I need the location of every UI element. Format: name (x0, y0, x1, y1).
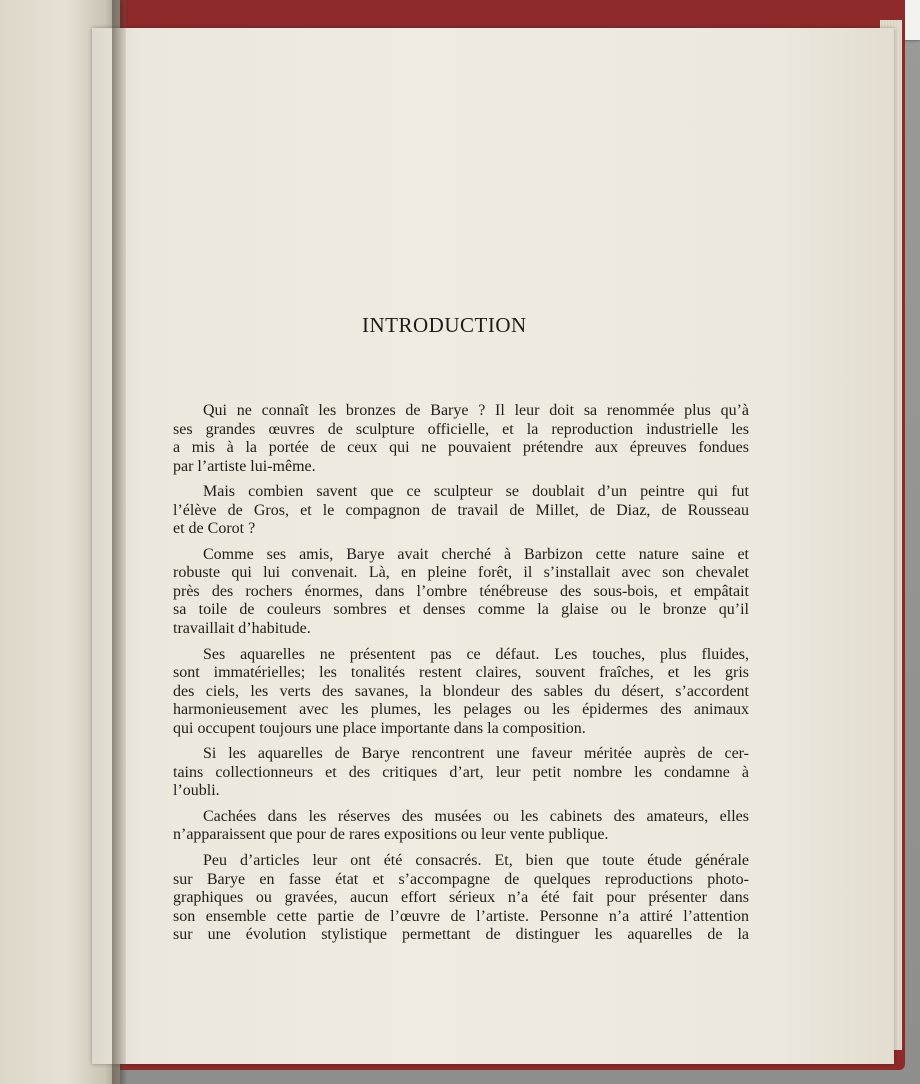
book-gutter (112, 0, 126, 1084)
text-line: n’apparaissent que pour de rares expositions ou leur vente publique. (173, 826, 609, 844)
text-line: son ensemble cette partie de l’œuvre de l’artiste. Personne n’a attiré l’attention (173, 907, 749, 925)
text-line: Ses aquarelles ne présentent pas ce défaut. Les touches, plus fluides, (203, 645, 749, 663)
page-heading: INTRODUCTION (362, 313, 527, 337)
text-line: harmonieusement avec les plumes, les pelages ou les épidermes des animaux (173, 701, 749, 719)
text-line: sa toile de couleurs sombres et denses comme la glaise ou le bronze qu’il (173, 601, 749, 619)
text-line: sur une évolution stylistique permettant de distinguer les aquarelles de la (173, 926, 749, 944)
paragraph (173, 745, 749, 801)
text-line: ses grandes œuvres de sculpture officielle, et la reproduction industrielle les (173, 420, 749, 438)
text-line: tains collectionneurs et des critiques d’art, leur petit nombre les condamne à (173, 763, 749, 781)
paragraph (173, 402, 749, 476)
paragraph (173, 808, 749, 845)
text-line: et de Corot ? (173, 520, 256, 538)
text-line: sont immatérielles; les tonalités restent claires, souvent fraîches, et les gris (173, 664, 749, 682)
paragraph (173, 852, 749, 945)
text-line: près des rochers énormes, dans l’ombre ténébreuse des sous-bois, et empâtait (173, 582, 749, 600)
text-line: par l’artiste lui-même. (173, 457, 316, 475)
text-line: des ciels, les verts des savanes, la blondeur des sables du désert, s’accordent (173, 682, 749, 700)
paragraph (173, 483, 749, 539)
text-line: Mais combien savent que ce sculpteur se doublait d’un peintre qui fut (203, 483, 749, 501)
text-line: Comme ses amis, Barye avait cherché à Barbizon cette nature saine et (203, 545, 749, 563)
text-line: a mis à la portée de ceux qui ne pouvaient prétendre aux épreuves fondues (173, 439, 749, 457)
text-line: Peu d’articles leur ont été consacrés. Et, bien que toute étude générale (203, 852, 749, 870)
text-line: qui occupent toujours une place importante dans la composition. (173, 719, 586, 737)
text-line: Si les aquarelles de Barye rencontrent une faveur méritée auprès de cer- (203, 745, 749, 763)
text-line: Qui ne connaît les bronzes de Barye ? Il leur doit sa renommée plus qu’à (203, 402, 749, 419)
paragraph (173, 646, 749, 739)
text-line: travaillait d’habitude. (173, 620, 311, 638)
text-line: l’oubli. (173, 782, 220, 800)
text-line: robuste qui lui convenait. Là, en pleine forêt, il s’installait avec son chevalet (173, 564, 749, 582)
paragraph (173, 546, 749, 639)
text-line: Cachées dans les réserves des musées ou les cabinets des amateurs, elles (203, 807, 749, 825)
body-text (173, 402, 749, 952)
text-line: l’élève de Gros, et le compagnon de travail de Millet, de Diaz, de Rousseau (173, 501, 749, 519)
text-line: sur Barye en fasse état et s’accompagne de quelques reproductions photo- (173, 870, 749, 888)
text-line: graphiques ou gravées, aucun effort sérieux n’a été fait pour présenter dans (173, 889, 749, 907)
